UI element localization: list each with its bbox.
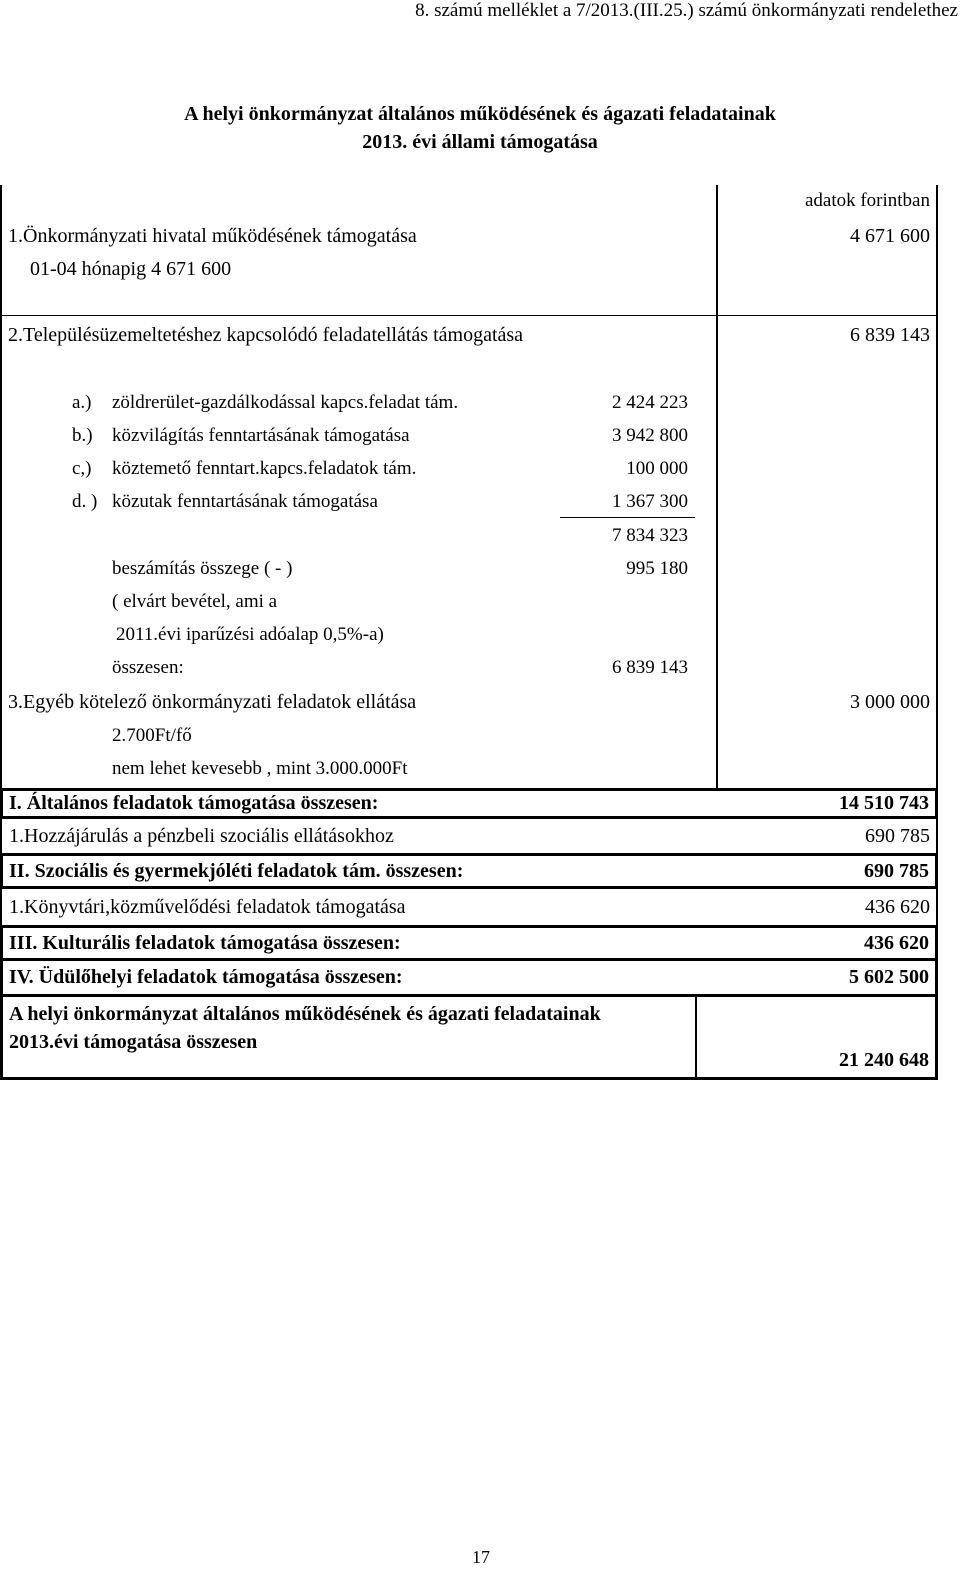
grand-total-divider [695, 997, 697, 1077]
column-divider-line [716, 185, 718, 788]
item-value: 100 000 [626, 458, 688, 479]
summary-row [0, 819, 938, 853]
summary-row-label: 1.Könyvtári,közművelődési feladatok támogatása [9, 895, 406, 918]
item-prefix: b.) [72, 425, 93, 446]
item-value: 1 367 300 [612, 491, 688, 512]
grand-total-label: A helyi önkormányzat általános működésének és ágazati feladatainak [9, 1003, 601, 1025]
unit-note: adatok forintban [804, 190, 930, 211]
annex-reference: 8. számú melléklet a 7/2013.(III.25.) számú önkormányzati rendelethez [415, 0, 958, 21]
summary-row-value: 5 602 500 [849, 966, 929, 988]
subtotal-value: 7 834 323 [612, 525, 688, 546]
summary-row-label: IV. Üdülőhelyi feladatok támogatása összesen: [9, 966, 403, 988]
summary-row [0, 788, 938, 819]
item-label: köztemető fenntart.kapcs.feladatok tám. [112, 458, 417, 479]
item-label: közvilágítás fenntartásának támogatása [112, 425, 410, 446]
frame-left-line [0, 185, 2, 788]
section2-value: 6 839 143 [850, 324, 930, 346]
grand-total-row [0, 997, 938, 1080]
summary-row [0, 961, 938, 997]
document-title: A helyi önkormányzat általános működésének és ágazati feladatainak [184, 103, 776, 125]
deduction-label: beszámítás összege ( - ) [112, 558, 293, 579]
grand-total-label: 2013.évi támogatása összesen [9, 1031, 258, 1053]
section3-label: 3.Egyéb kötelező önkormányzati feladatok ellátása [8, 691, 417, 713]
summary-row [0, 889, 938, 925]
subtotal-underline [560, 517, 695, 518]
item-prefix: a.) [72, 392, 92, 413]
item-value: 3 942 800 [612, 425, 688, 446]
section-divider-line [0, 315, 938, 316]
summary-row-value: 690 785 [864, 859, 929, 882]
section2-label: 2.Településüzemeltetéshez kapcsolódó feladatellátás támogatása [8, 324, 524, 346]
item-value: 2 424 223 [612, 392, 688, 413]
item-prefix: d. ) [72, 491, 98, 512]
summary-row-label: II. Szociális és gyermekjóléti feladatok tám. összesen: [9, 859, 464, 882]
grand-total-value: 21 240 648 [839, 1049, 929, 1071]
document-subtitle: 2013. évi állami támogatása [362, 131, 598, 153]
summary-row-value: 690 785 [865, 824, 930, 847]
section1-label: 1.Önkormányzati hivatal működésének támogatása [8, 225, 417, 247]
summary-row [0, 925, 938, 961]
item-label: zöldrerület-gazdálkodással kapcs.feladat tám. [112, 392, 459, 413]
summary-row-value: 436 620 [864, 931, 929, 954]
summary-row [0, 853, 938, 889]
frame-right-line [936, 185, 938, 788]
section3-note: nem lehet kevesebb , mint 3.000.000Ft [112, 758, 408, 779]
summary-row-value: 436 620 [865, 895, 930, 918]
summary-row-value: 14 510 743 [839, 792, 929, 814]
page-number: 17 [472, 1547, 490, 1567]
item-prefix: c,) [72, 458, 92, 479]
summary-table [0, 788, 938, 1080]
deduction-note: 2011.évi iparűzési adóalap 0,5%-a) [116, 624, 384, 645]
summary-row-label: III. Kulturális feladatok támogatása összesen: [9, 931, 401, 954]
summary-row-label: 1.Hozzájárulás a pénzbeli szociális ellátásokhoz [9, 824, 394, 847]
section1-value: 4 671 600 [850, 225, 930, 247]
section2-total-label: összesen: [112, 657, 184, 678]
section3-value: 3 000 000 [850, 691, 930, 713]
deduction-value: 995 180 [626, 558, 688, 579]
section3-note: 2.700Ft/fő [112, 725, 192, 746]
section2-total-value: 6 839 143 [612, 657, 688, 678]
summary-row-label: I. Általános feladatok támogatása összesen: [9, 792, 379, 814]
deduction-note: ( elvárt bevétel, ami a [112, 591, 278, 612]
section1-subnote: 01-04 hónapig 4 671 600 [30, 258, 232, 280]
item-label: közutak fenntartásának támogatása [112, 491, 378, 512]
